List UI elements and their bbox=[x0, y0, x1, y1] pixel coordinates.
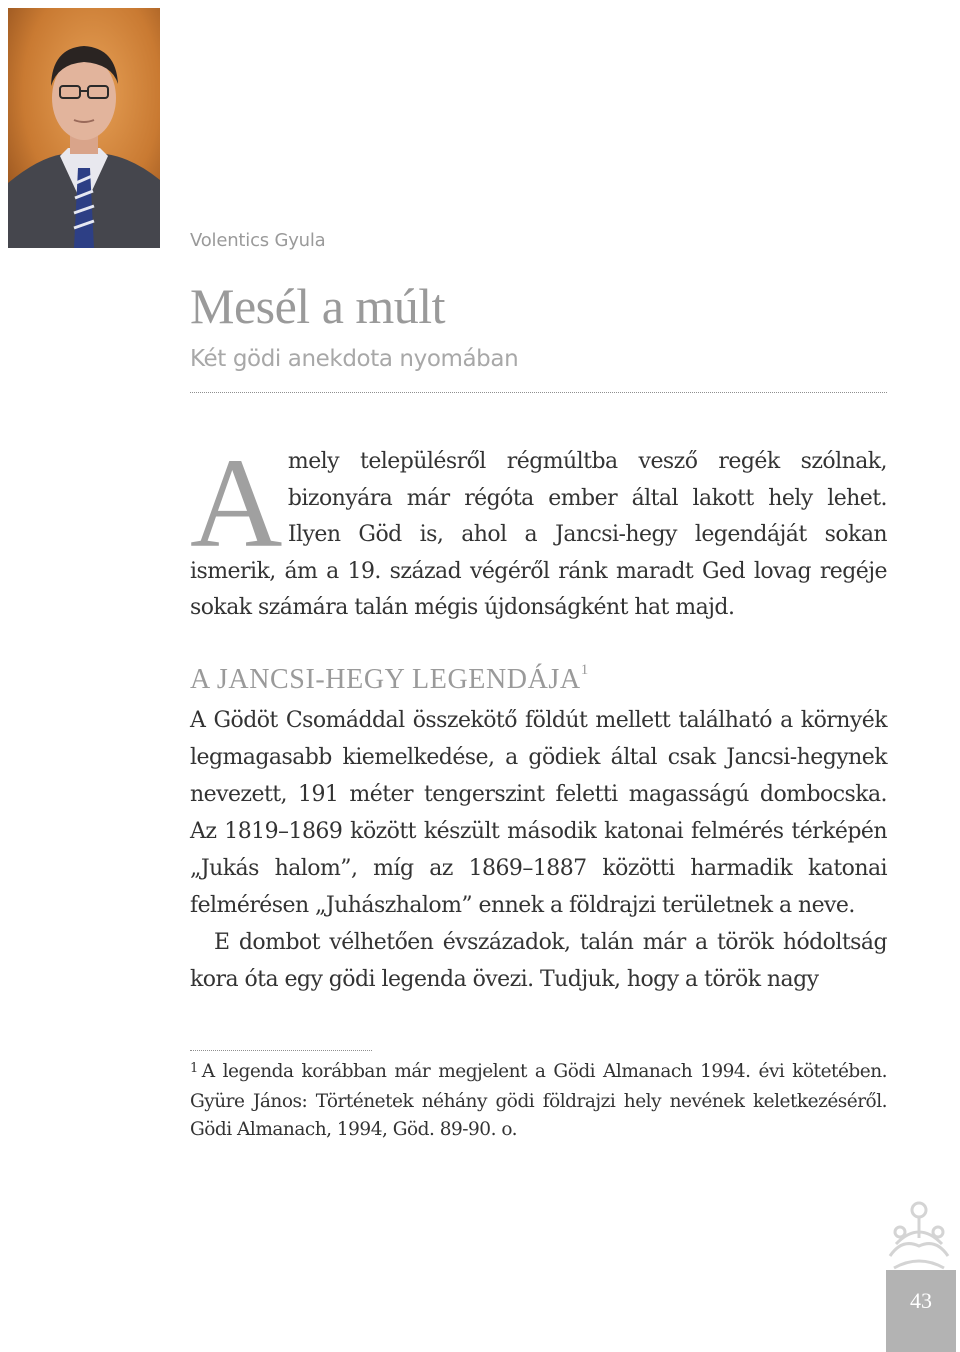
body-paragraph: A Gödöt Csomáddal összekötő földút mellett található a környék legmagasabb kiemelkedése, a gödiek által csak Jancsi-hegynek nevezett, 191 méter tengerszint feletti magasságú dombocska. Az 1819–1869 között készült második katonai felmérés térképén „Jukás halom”, míg az 1869–1887 közötti harmadik katonai felmérésen „Juhászhalom” ennek a földrajzi területnek a neve. bbox=[190, 708, 887, 918]
article-subtitle: Két gödi anekdota nyomában bbox=[190, 346, 519, 372]
section-heading-footnote-ref: 1 bbox=[580, 661, 589, 678]
footnote-text: A legenda korábban már megjelent a Gödi Almanach 1994. évi kötetében. Gyüre János: Történetek néhány gödi földrajzi hely nevének keletkezéséről. Gödi Almanach, 1994, Göd. 89-90. o. bbox=[190, 1061, 887, 1140]
author-name: Volentics Gyula bbox=[190, 230, 326, 251]
author-portrait-photo bbox=[8, 8, 160, 248]
article-title: Mesél a múlt bbox=[190, 278, 446, 334]
page-number: 43 bbox=[910, 1288, 932, 1313]
body-paragraph: E dombot vélhetően évszázadok, talán már a török hódoltság kora óta egy gödi legenda övezi. Tudjuk, hogy a török nagy bbox=[190, 930, 887, 992]
section-heading bbox=[190, 661, 589, 696]
title-divider bbox=[190, 392, 887, 393]
footnote-divider bbox=[190, 1050, 372, 1051]
footnote-mark: 1 bbox=[190, 1061, 198, 1076]
footnote bbox=[190, 1058, 887, 1144]
section-body bbox=[190, 702, 887, 998]
author-portrait bbox=[8, 8, 160, 248]
crest-ornament-icon bbox=[882, 1198, 956, 1278]
drop-cap: A bbox=[190, 432, 282, 574]
lead-text: mely településről régmúltba vesző regék szólnak, bizonyára már régóta ember által lakott hely lehet. Ilyen Göd is, ahol a Jancsi-hegy legendáját sokan ismerik, ám a 19. század végéről ránk maradt Ged lovag regéje sokak számára talán mégis újdonságként hat majd. bbox=[190, 449, 887, 620]
lead-paragraph bbox=[190, 432, 887, 627]
page-number-box bbox=[886, 1270, 956, 1352]
section-heading-text: A JANCSI-HEGY LEGENDÁJA bbox=[190, 664, 581, 695]
